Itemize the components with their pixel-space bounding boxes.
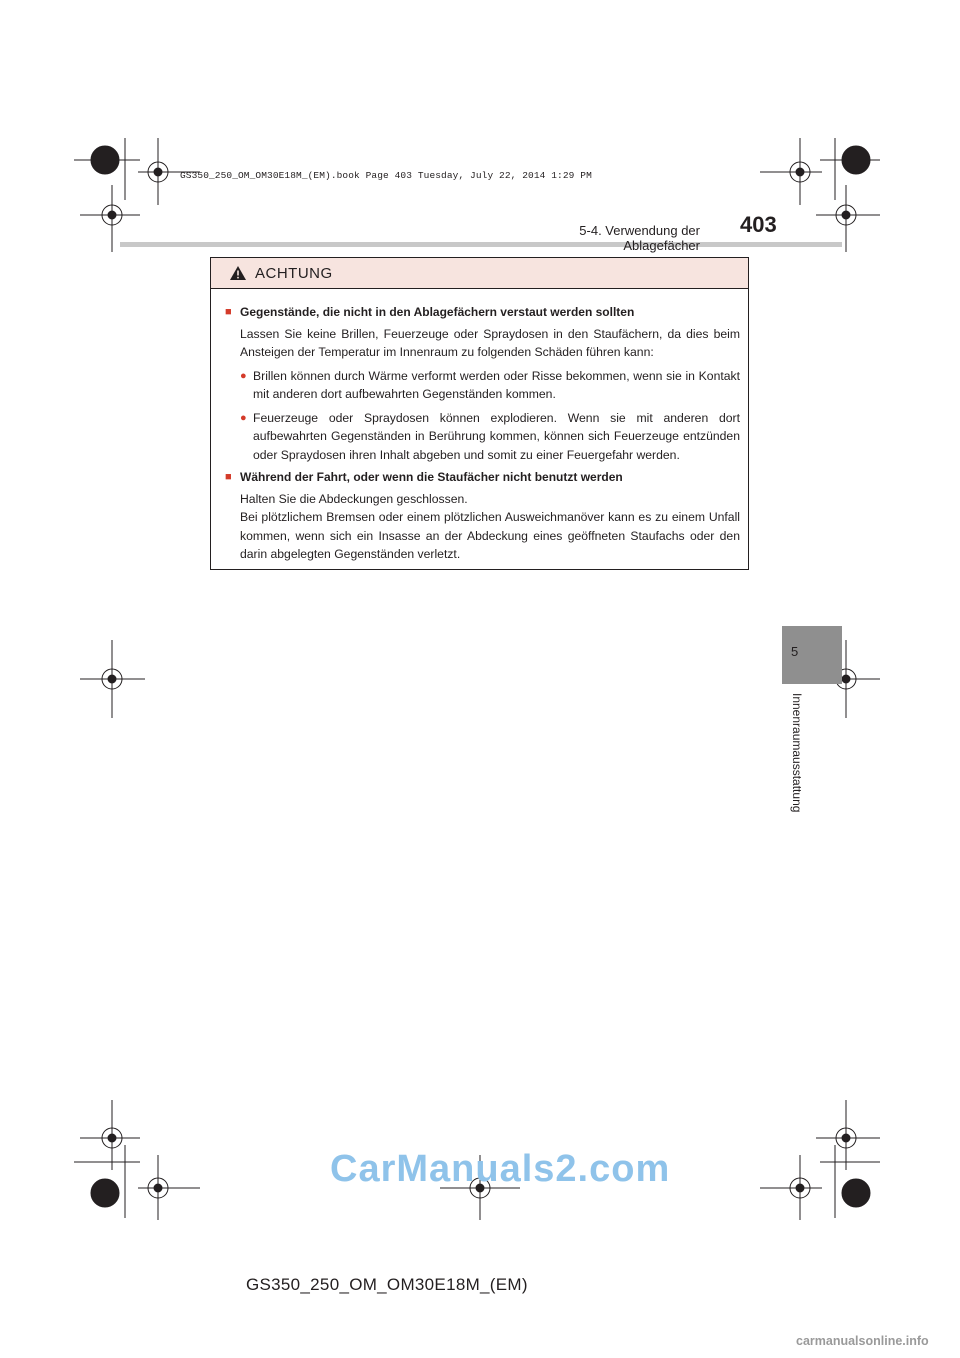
chapter-number: 5: [791, 644, 799, 659]
footer-code: GS350_250_OM_OM30E18M_(EM): [246, 1275, 528, 1294]
warning-box: [210, 257, 749, 570]
warning-paragraph: Lassen Sie keine Brillen, Feuerzeuge oder Spraydosen in den Staufächern, da dies beim Ansteigen der Temperatur im Innenraum zu folgenden Schäden führen kann:: [240, 326, 740, 359]
watermark-online: carmanualsonline.info: [796, 1334, 929, 1348]
dot-bullet-icon: ●: [240, 369, 247, 382]
chapter-tab: [782, 626, 842, 684]
chapter-label: Innenraumausstattung: [790, 693, 804, 813]
warning-body: [211, 289, 748, 564]
warning-heading-text: Während der Fahrt, oder wenn die Staufächer nicht benutzt werden: [240, 470, 623, 484]
watermark-carmanuals: CarManuals2.com: [330, 1148, 671, 1190]
warning-title: ACHTUNG: [255, 264, 333, 282]
warning-heading-text: Gegenstände, die nicht in den Ablagefächern verstaut werden sollten: [240, 305, 635, 319]
warning-header: [211, 258, 748, 289]
section-title: 5-4. Verwendung der Ablagefächer: [579, 223, 700, 253]
warning-triangle-icon: [229, 265, 247, 281]
header-rule: [120, 242, 842, 247]
warning-heading: [225, 303, 740, 322]
warning-heading: [225, 468, 740, 487]
print-info-line: GS350_250_OM_OM30E18M_(EM).book Page 403 Tuesday, July 22, 2014 1:29 PM: [180, 170, 592, 181]
square-bullet-icon: ■: [225, 471, 232, 483]
warning-bullet-text: Feuerzeuge oder Spraydosen können explodieren. Wenn sie mit anderen dort aufbewahrten Gegenständen in Berührung kommen, können sich Feuerzeuge entzünden oder Spraydosen ihren Inhalt abgeben und somit zu einer Feuergefahr werden.: [253, 410, 740, 462]
dot-bullet-icon: ●: [240, 411, 247, 424]
warning-paragraph: Bei plötzlichem Bremsen oder einem plötzlichen Ausweichmanöver kann es zu einem Unfall kommen, wenn sich ein Insasse an der Abdeckung eines geöffneten Staufachs oder den darin abgelegten Gegenständen verletzt.: [240, 510, 740, 561]
warning-bullet: [225, 367, 740, 404]
warning-bullet: [225, 409, 740, 465]
warning-paragraph: Halten Sie die Abdeckungen geschlossen.: [240, 491, 468, 506]
page-number: 403: [740, 212, 777, 237]
warning-bullet-text: Brillen können durch Wärme verformt werden oder Risse bekommen, wenn sie in Kontakt mit anderen dort aufbewahrten Gegenständen kommen.: [253, 368, 740, 401]
square-bullet-icon: ■: [225, 306, 232, 318]
